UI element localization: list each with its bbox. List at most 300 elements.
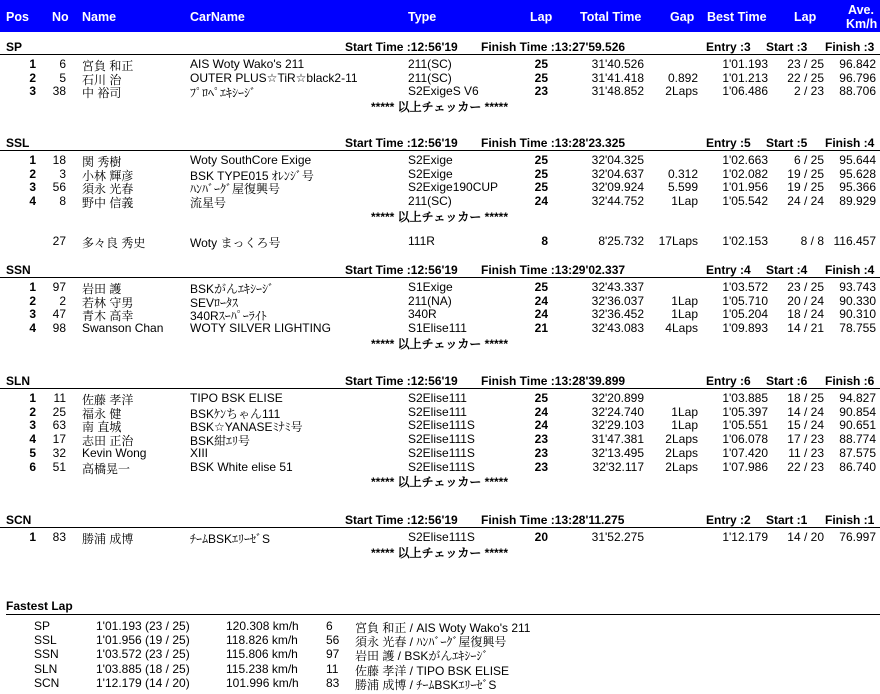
cell-no: 56 [52, 180, 66, 195]
fastest-lap-row [0, 647, 880, 664]
cell-lap: 24 [534, 418, 548, 433]
class-header-scn [0, 513, 880, 528]
cell-lap: 23 [534, 459, 548, 474]
cell-ave: 96.842 [839, 57, 876, 71]
cell-total: 32'32.117 [592, 459, 644, 474]
cell-pos: 2 [29, 70, 36, 85]
class-finish-time: Finish Time :13:29'02.337 [481, 263, 626, 277]
cell-car: BSK TYPE015 ｵﾚﾝｼﾞ号 [190, 168, 314, 183]
checker-line: ***** 以上チェッカー ***** [371, 209, 509, 224]
cell-gap: 1Lap [671, 404, 698, 419]
cell-no: 27 [52, 233, 66, 248]
cell-lap: 21 [534, 321, 548, 336]
cell-blap: 19 / 25 [787, 180, 824, 195]
cell-car: BSK☆YANASEﾐﾅﾐ号 [190, 420, 303, 435]
class-finish-time: Finish Time :13:28'23.325 [481, 136, 626, 150]
cell-name: 佐藤 孝洋 [82, 393, 134, 407]
fastest-lap-who: 須永 光春 / ﾊﾝﾊﾞｰｸﾞ屋復興号 [355, 635, 507, 650]
cell-best: 1'07.986 [722, 459, 768, 474]
cell-ave: 94.827 [839, 391, 876, 405]
cell-blap: 11 / 23 [788, 445, 824, 460]
cell-type: S2Elise111S [408, 418, 475, 433]
cell-total: 32'20.899 [591, 391, 644, 405]
fastest-lap-speed: 115.806 km/h [226, 647, 298, 662]
table-row [0, 71, 880, 85]
cell-name: 高橋晃一 [82, 461, 131, 476]
class-name: SSL [6, 136, 30, 150]
cell-ave: 88.774 [839, 432, 876, 447]
cell-car: OUTER PLUS☆TiR☆black2-11 [190, 70, 358, 85]
class-header-sln [0, 374, 880, 389]
cell-name: 福永 健 [82, 406, 122, 421]
table-row [0, 153, 880, 167]
cell-lap: 25 [534, 391, 548, 405]
cell-lap: 25 [534, 57, 548, 71]
cell-gap: 0.312 [667, 166, 698, 181]
cell-total: 32'36.037 [591, 293, 644, 308]
table-row [0, 460, 880, 474]
cell-total: 31'40.526 [591, 57, 644, 71]
cell-lap: 20 [534, 530, 548, 544]
table-row [0, 57, 880, 71]
cell-car: ﾌﾟﾛﾍﾟｴｷｼｰｼﾞ [190, 86, 257, 101]
cell-car: Woty まっくろ号 [190, 235, 281, 250]
cell-no: 11 [53, 391, 66, 405]
cell-ave: 95.628 [839, 166, 876, 181]
cell-ave: 76.997 [839, 530, 876, 544]
cell-car: 340Rｽｰﾊﾟｰﾗｲﾄ [190, 309, 267, 324]
table-row [0, 418, 880, 435]
class-name: SCN [6, 513, 32, 527]
cell-name: 小林 輝彦 [82, 168, 134, 183]
fastest-lap-cls: SCN [34, 675, 60, 690]
cell-lap: 23 [534, 445, 548, 460]
cell-no: 97 [52, 280, 66, 294]
cell-total: 31'41.418 [591, 70, 644, 85]
table-row [0, 167, 880, 181]
cell-pos: 5 [29, 445, 36, 460]
cell-name: 志田 正治 [82, 434, 134, 449]
class-start-count: Start :4 [766, 263, 808, 277]
cell-no: 38 [52, 84, 66, 99]
cell-type: 211(SC) [408, 70, 452, 85]
checker-line: ***** 以上チェッカー ***** [371, 545, 509, 560]
cell-ave: 88.706 [839, 84, 876, 99]
header-best-lap: Lap [794, 10, 817, 24]
fastest-lap-time: 1'12.179 (14 / 20) [96, 675, 190, 690]
cell-gap: 4Laps [665, 321, 698, 336]
class-start-count: Start :5 [766, 136, 808, 150]
cell-type: S2Elise111S [408, 432, 475, 447]
cell-car: ﾁｰﾑBSKｴﾘｰｾﾞS [190, 532, 271, 546]
cell-car: WOTY SILVER LIGHTING [190, 321, 331, 336]
cell-name: 南 直城 [82, 420, 122, 435]
cell-blap: 8 / 8 [800, 233, 824, 248]
cell-name: 野中 信義 [82, 196, 134, 211]
header-best-time: Best Time [707, 10, 767, 24]
cell-no: 63 [52, 418, 66, 433]
cell-type: S2Elise111S [408, 459, 475, 474]
cell-best: 1'05.204 [722, 307, 768, 322]
table-row [0, 446, 880, 460]
cell-blap: 2 / 23 [793, 84, 824, 99]
cell-total: 32'09.924 [591, 180, 644, 195]
header-carname: CarName [190, 10, 245, 24]
fastest-lap-speed: 118.826 km/h [226, 633, 298, 648]
fastest-lap-cls: SLN [34, 661, 58, 676]
cell-type: 340R [408, 307, 437, 322]
header-ave-line1: Ave. [848, 3, 874, 17]
class-start-time: Start Time :12:56'19 [345, 263, 458, 277]
cell-pos: 2 [29, 293, 36, 308]
fastest-lap-speed: 120.308 km/h [226, 619, 299, 633]
cell-car: TIPO BSK ELISE [190, 391, 283, 405]
cell-lap: 25 [534, 70, 548, 85]
fastest-lap-who: 宮負 和正 / AIS Woty Wako's 211 [355, 621, 531, 635]
cell-ave: 89.929 [839, 194, 876, 209]
cell-blap: 18 / 24 [787, 307, 824, 322]
cell-best: 1'05.397 [722, 404, 768, 419]
cell-blap: 22 / 25 [787, 70, 824, 85]
cell-best: 1'02.663 [722, 153, 768, 167]
table-row [0, 180, 880, 197]
cell-no: 47 [52, 307, 66, 322]
cell-car: BSK White elise 51 [190, 459, 293, 474]
cell-no: 51 [52, 459, 66, 474]
cell-total: 8'25.732 [598, 233, 644, 248]
cell-type: S2Elise111S [408, 530, 475, 544]
class-start-time: Start Time :12:56'19 [345, 513, 458, 527]
cell-best: 1'06.078 [722, 432, 768, 447]
cell-pos: 1 [29, 57, 36, 71]
cell-gap: 2Laps [665, 432, 698, 447]
cell-name: 若林 守男 [82, 295, 134, 310]
fastest-lap-time: 1'01.193 (23 / 25) [96, 619, 190, 633]
cell-pos: 3 [29, 84, 36, 99]
cell-total: 31'52.275 [591, 530, 644, 544]
cell-ave: 90.330 [839, 293, 876, 308]
table-row [0, 405, 880, 419]
cell-lap: 25 [534, 280, 548, 294]
table-row [0, 280, 880, 294]
cell-type: S2Exige [408, 166, 453, 181]
cell-pos: 3 [29, 418, 36, 433]
cell-blap: 22 / 23 [787, 459, 824, 474]
cell-no: 3 [59, 166, 66, 181]
cell-car: BSKがんｴｷｼｰｼﾞ [190, 282, 275, 296]
header-lap: Lap [530, 10, 553, 24]
table-row [0, 234, 880, 248]
cell-car: BSKｹﾝちゃん111 [190, 406, 281, 421]
cell-car: Woty SouthCore Exige [190, 153, 312, 167]
header-type: Type [408, 10, 437, 24]
cell-ave: 90.854 [839, 404, 876, 419]
class-start-count: Start :6 [766, 374, 808, 388]
cell-blap: 15 / 24 [787, 418, 824, 433]
cell-ave: 116.457 [833, 233, 876, 248]
cell-blap: 23 / 25 [787, 280, 824, 294]
fastest-lap-no: 6 [326, 619, 333, 633]
cell-best: 1'03.572 [722, 280, 768, 294]
class-entry-count: Entry :2 [706, 513, 751, 527]
cell-best: 1'03.885 [722, 391, 768, 405]
cell-no: 83 [52, 530, 66, 544]
cell-best: 1'06.486 [722, 84, 768, 99]
class-finish-time: Finish Time :13:28'39.899 [481, 374, 626, 388]
cell-blap: 20 / 24 [787, 293, 824, 308]
fastest-lap-cls: SSN [34, 647, 59, 662]
cell-gap: 2Laps [665, 445, 698, 460]
cell-total: 32'36.452 [591, 307, 644, 322]
cell-total: 32'43.337 [591, 280, 644, 294]
cell-pos: 4 [29, 321, 36, 336]
cell-car: XIII [190, 445, 209, 460]
table-row [0, 321, 880, 335]
cell-ave: 96.796 [839, 70, 876, 85]
cell-blap: 17 / 23 [787, 432, 824, 447]
fastest-lap-no: 11 [326, 661, 339, 676]
checker-line: ***** 以上チェッカー ***** [371, 475, 509, 490]
class-finish-count: Finish :4 [825, 263, 875, 277]
cell-best: 1'05.551 [722, 418, 768, 433]
cell-gap: 5.599 [667, 180, 698, 195]
cell-ave: 95.644 [839, 153, 876, 167]
table-row [0, 391, 880, 405]
class-header-ssn [0, 263, 880, 278]
class-start-time: Start Time :12:56'19 [345, 374, 458, 388]
cell-name: Swanson Chan [82, 321, 164, 336]
checker-line: ***** 以上チェッカー ***** [371, 100, 509, 115]
cell-gap: 1Lap [671, 307, 698, 322]
class-finish-count: Finish :3 [825, 40, 875, 54]
class-entry-count: Entry :5 [706, 136, 751, 150]
cell-no: 17 [52, 432, 66, 447]
cell-total: 32'04.325 [591, 153, 644, 167]
table-row [0, 530, 880, 544]
cell-best: 1'12.179 [722, 530, 768, 544]
cell-name: Kevin Wong [82, 445, 147, 460]
cell-blap: 14 / 20 [787, 530, 824, 544]
cell-blap: 19 / 25 [787, 166, 824, 181]
cell-name: 中 裕司 [82, 86, 122, 101]
class-entry-count: Entry :3 [706, 40, 751, 54]
cell-blap: 18 / 25 [787, 391, 824, 405]
cell-lap: 8 [541, 233, 548, 248]
fastest-lap-title: Fastest Lap [6, 599, 880, 615]
cell-total: 31'48.852 [591, 84, 644, 99]
cell-lap: 23 [534, 432, 548, 447]
class-start-time: Start Time :12:56'19 [345, 136, 458, 150]
cell-total: 32'13.495 [591, 445, 644, 460]
cell-type: S1Elise111 [408, 321, 467, 336]
cell-type: S1Exige [408, 280, 453, 294]
cell-car: ﾊﾝﾊﾞｰｸﾞ屋復興号 [190, 182, 281, 197]
cell-blap: 23 / 25 [787, 57, 824, 71]
fastest-lap-who: 佐藤 孝洋 / TIPO BSK ELISE [355, 663, 510, 678]
cell-pos: 6 [29, 459, 36, 474]
fastest-lap-speed: 115.238 km/h [226, 661, 298, 676]
cell-pos: 3 [29, 180, 36, 195]
table-row [0, 307, 880, 324]
cell-total: 32'29.103 [591, 418, 644, 433]
header-gap: Gap [670, 10, 695, 24]
header-ave [846, 3, 878, 31]
cell-lap: 24 [534, 293, 548, 308]
cell-pos: 1 [29, 530, 36, 544]
cell-name: 石川 治 [82, 72, 122, 87]
cell-blap: 14 / 24 [787, 404, 824, 419]
cell-best: 1'05.542 [722, 194, 768, 209]
class-name: SSN [6, 263, 31, 277]
class-finish-count: Finish :4 [825, 136, 875, 150]
cell-no: 2 [59, 293, 66, 308]
fastest-lap-time: 1'03.885 (18 / 25) [96, 661, 190, 676]
table-row [0, 194, 880, 211]
cell-pos: 4 [29, 432, 36, 447]
fastest-lap-who: 勝浦 成博 / ﾁｰﾑBSKｴﾘｰｾﾞS [355, 677, 497, 692]
fastest-lap-row [0, 662, 880, 676]
cell-lap: 24 [534, 404, 548, 419]
cell-no: 98 [52, 321, 66, 336]
cell-name: 岩田 護 [82, 282, 122, 296]
cell-best: 1'01.193 [722, 57, 768, 71]
cell-pos: 3 [29, 307, 36, 322]
cell-ave: 93.743 [839, 280, 876, 294]
cell-total: 32'04.637 [591, 166, 644, 181]
cell-ave: 90.651 [839, 418, 876, 433]
cell-no: 6 [59, 57, 66, 71]
fastest-lap-row [0, 619, 880, 633]
cell-pos: 1 [29, 153, 36, 167]
cell-best: 1'02.082 [722, 166, 768, 181]
class-start-time: Start Time :12:56'19 [345, 40, 458, 54]
fastest-lap-who: 岩田 護 / BSKがんｴｷｼｰｼﾞ [355, 649, 489, 664]
cell-gap: 1Lap [671, 194, 698, 209]
cell-lap: 25 [534, 153, 548, 167]
class-finish-time: Finish Time :13:28'11.275 [481, 513, 625, 527]
table-row [0, 84, 880, 101]
fastest-lap-time: 1'01.956 (19 / 25) [96, 633, 190, 648]
table-row [0, 432, 880, 449]
header-ave-line2: Km/h [846, 17, 878, 31]
fastest-lap-no: 97 [326, 647, 340, 662]
cell-ave: 95.366 [839, 180, 876, 195]
cell-lap: 24 [534, 194, 548, 209]
cell-car: BSK紺ｴﾘ号 [190, 434, 251, 449]
cell-best: 1'01.213 [722, 70, 768, 85]
class-finish-count: Finish :6 [825, 374, 875, 388]
cell-pos: 4 [29, 194, 36, 209]
cell-ave: 86.740 [839, 459, 876, 474]
checker-line: ***** 以上チェッカー ***** [371, 336, 509, 351]
cell-no: 8 [59, 194, 66, 209]
cell-best: 1'02.153 [722, 233, 768, 248]
class-start-count: Start :3 [766, 40, 808, 54]
class-name: SP [6, 40, 23, 54]
cell-ave: 87.575 [839, 445, 876, 460]
fastest-lap-cls: SSL [34, 633, 57, 648]
fastest-lap-no: 83 [326, 675, 340, 690]
cell-type: 211(NA) [408, 293, 452, 308]
table-row [0, 294, 880, 308]
cell-type: 111R [408, 233, 435, 248]
cell-name: 勝浦 成博 [82, 532, 134, 546]
cell-type: S2Exige190CUP [408, 180, 499, 195]
cell-type: 211(SC) [408, 57, 452, 71]
cell-name: 宮負 和正 [82, 59, 134, 73]
cell-best: 1'01.956 [722, 180, 768, 195]
cell-lap: 23 [534, 84, 548, 99]
cell-total: 32'43.083 [591, 321, 644, 336]
cell-car: SEVﾛｰﾀｽ [190, 295, 239, 310]
fastest-lap-no: 56 [326, 633, 340, 648]
cell-type: S2Exige [408, 153, 453, 167]
cell-no: 18 [52, 153, 66, 167]
cell-car: 流星号 [190, 196, 227, 211]
cell-gap: 17Laps [658, 233, 698, 248]
cell-gap: 2Laps [665, 459, 698, 474]
cell-lap: 24 [534, 307, 548, 322]
cell-pos: 1 [29, 280, 36, 294]
fastest-lap-row [0, 676, 880, 690]
cell-type: S2Elise111S [408, 445, 475, 460]
cell-total: 32'24.740 [591, 404, 644, 419]
cell-car: AIS Woty Wako's 211 [190, 57, 305, 71]
cell-blap: 24 / 24 [787, 194, 824, 209]
cell-name: 関 秀樹 [82, 155, 122, 169]
header-no: No [52, 10, 69, 24]
cell-best: 1'05.710 [722, 293, 768, 308]
cell-best: 1'09.893 [722, 321, 768, 336]
fastest-lap-row [0, 633, 880, 650]
class-finish-time: Finish Time :13:27'59.526 [481, 40, 626, 54]
header-total-time: Total Time [580, 10, 642, 24]
header-pos: Pos [6, 10, 29, 24]
cell-no: 32 [52, 445, 66, 460]
class-entry-count: Entry :6 [706, 374, 751, 388]
cell-gap: 2Laps [665, 84, 698, 99]
cell-best: 1'07.420 [722, 445, 768, 460]
header-name: Name [82, 10, 117, 24]
cell-total: 32'44.752 [591, 194, 644, 209]
cell-gap: 0.892 [667, 70, 698, 85]
fastest-lap-time: 1'03.572 (23 / 25) [96, 647, 190, 662]
class-header-sp [0, 40, 880, 55]
cell-gap: 1Lap [671, 418, 698, 433]
cell-type: 211(SC) [408, 194, 452, 209]
class-header-ssl [0, 136, 880, 151]
cell-gap: 1Lap [671, 293, 698, 308]
cell-blap: 14 / 21 [787, 321, 824, 336]
cell-blap: 6 / 25 [793, 153, 824, 167]
fastest-lap-speed: 101.996 km/h [226, 675, 299, 690]
cell-name: 多々良 秀史 [82, 235, 146, 250]
cell-name: 青木 高幸 [82, 309, 134, 324]
class-entry-count: Entry :4 [706, 263, 751, 277]
cell-total: 31'47.381 [591, 432, 644, 447]
cell-type: S2Elise111 [408, 391, 467, 405]
cell-name: 須永 光春 [82, 182, 134, 197]
class-finish-count: Finish :1 [825, 513, 875, 527]
cell-no: 5 [59, 70, 66, 85]
cell-no: 25 [52, 404, 66, 419]
cell-pos: 2 [29, 404, 36, 419]
cell-pos: 2 [29, 166, 36, 181]
cell-lap: 25 [534, 166, 548, 181]
fastest-lap-cls: SP [34, 619, 51, 633]
cell-ave: 78.755 [839, 321, 876, 336]
class-name: SLN [6, 374, 30, 388]
